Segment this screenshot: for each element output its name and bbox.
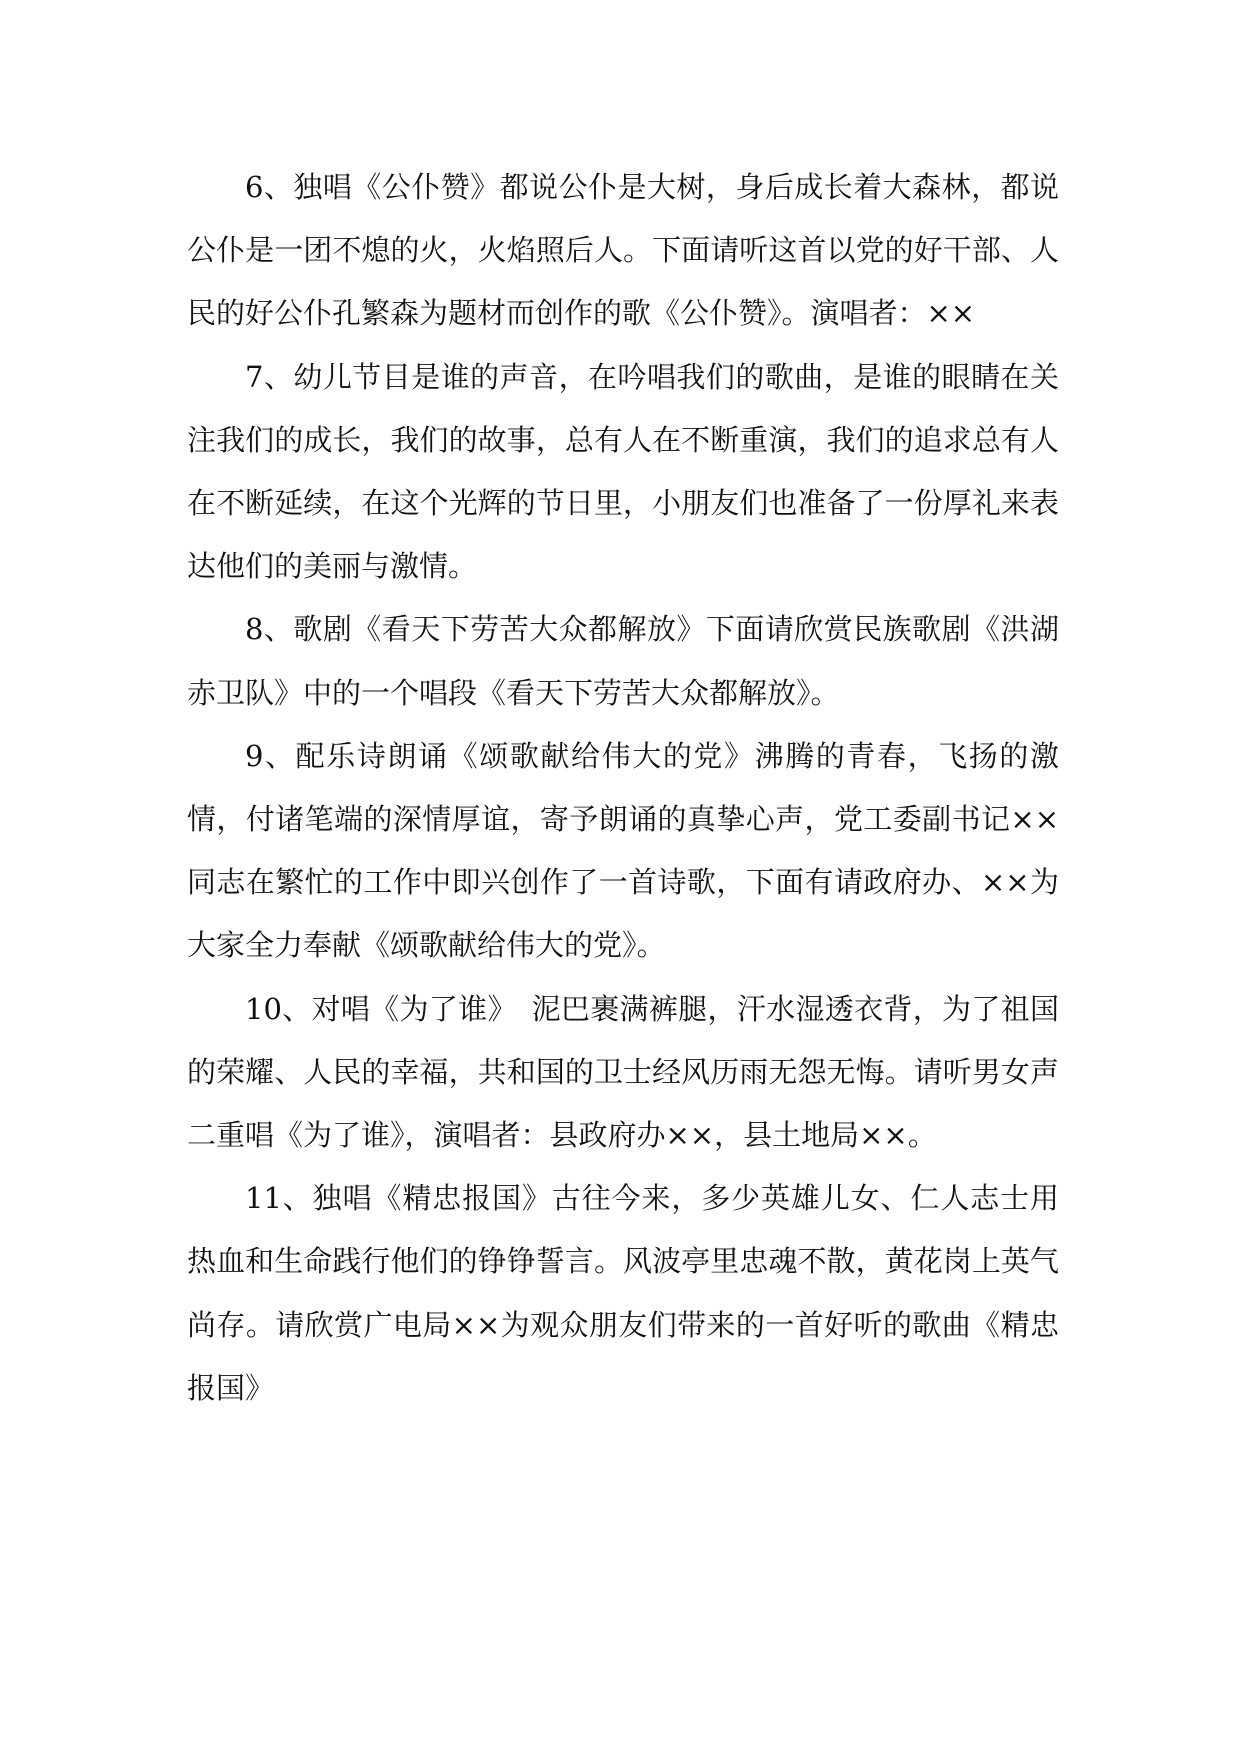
paragraph-item-6: 6、独唱《公仆赞》都说公仆是大树，身后成长着大森林，都说公仆是一团不熄的火，火焰照后人。下面请听这首以党的好干部、人民的好公仆孔繁森为题材而创作的歌《公仆赞》。演唱者：×× (187, 170, 1059, 331)
paragraph-item-10: 10、对唱《为了谁》 泥巴裹满裤腿，汗水湿透衣背，为了祖国的荣耀、人民的幸福，共和国的卫士经风历雨无怨无悔。请听男女声二重唱《为了谁》，演唱者：县政府办××，县土地局××。 (187, 991, 1059, 1153)
document-body (187, 156, 1059, 1420)
paragraph-item-7: 7、幼儿节目是谁的声音，在吟唱我们的歌曲，是谁的眼睛在关注我们的成长，我们的故事，总有人在不断重演，我们的追求总有人在不断延续，在这个光辉的节日里，小朋友们也准备了一份厚礼来表达他们的美丽与激情。 (187, 359, 1059, 584)
paragraph-item-8: 8、歌剧《看天下劳苦大众都解放》下面请欣赏民族歌剧《洪湖赤卫队》中的一个唱段《看天下劳苦大众都解放》。 (187, 612, 1059, 710)
paragraph-item-9: 9、配乐诗朗诵《颂歌献给伟大的党》沸腾的青春，飞扬的激情，付诸笔端的深情厚谊，寄予朗诵的真挚心声，党工委副书记××同志在繁忙的工作中即兴创作了一首诗歌，下面有请政府办、××为大家全力奉献《颂歌献给伟大的党》。 (187, 738, 1059, 963)
paragraph-item-11: 11、独唱《精忠报国》古往今来，多少英雄儿女、仁人志士用热血和生命践行他们的铮铮誓言。风波亭里忠魂不散，黄花岗上英气尚存。请欣赏广电局××为观众朋友们带来的一首好听的歌曲《精忠报国》 (187, 1181, 1059, 1405)
